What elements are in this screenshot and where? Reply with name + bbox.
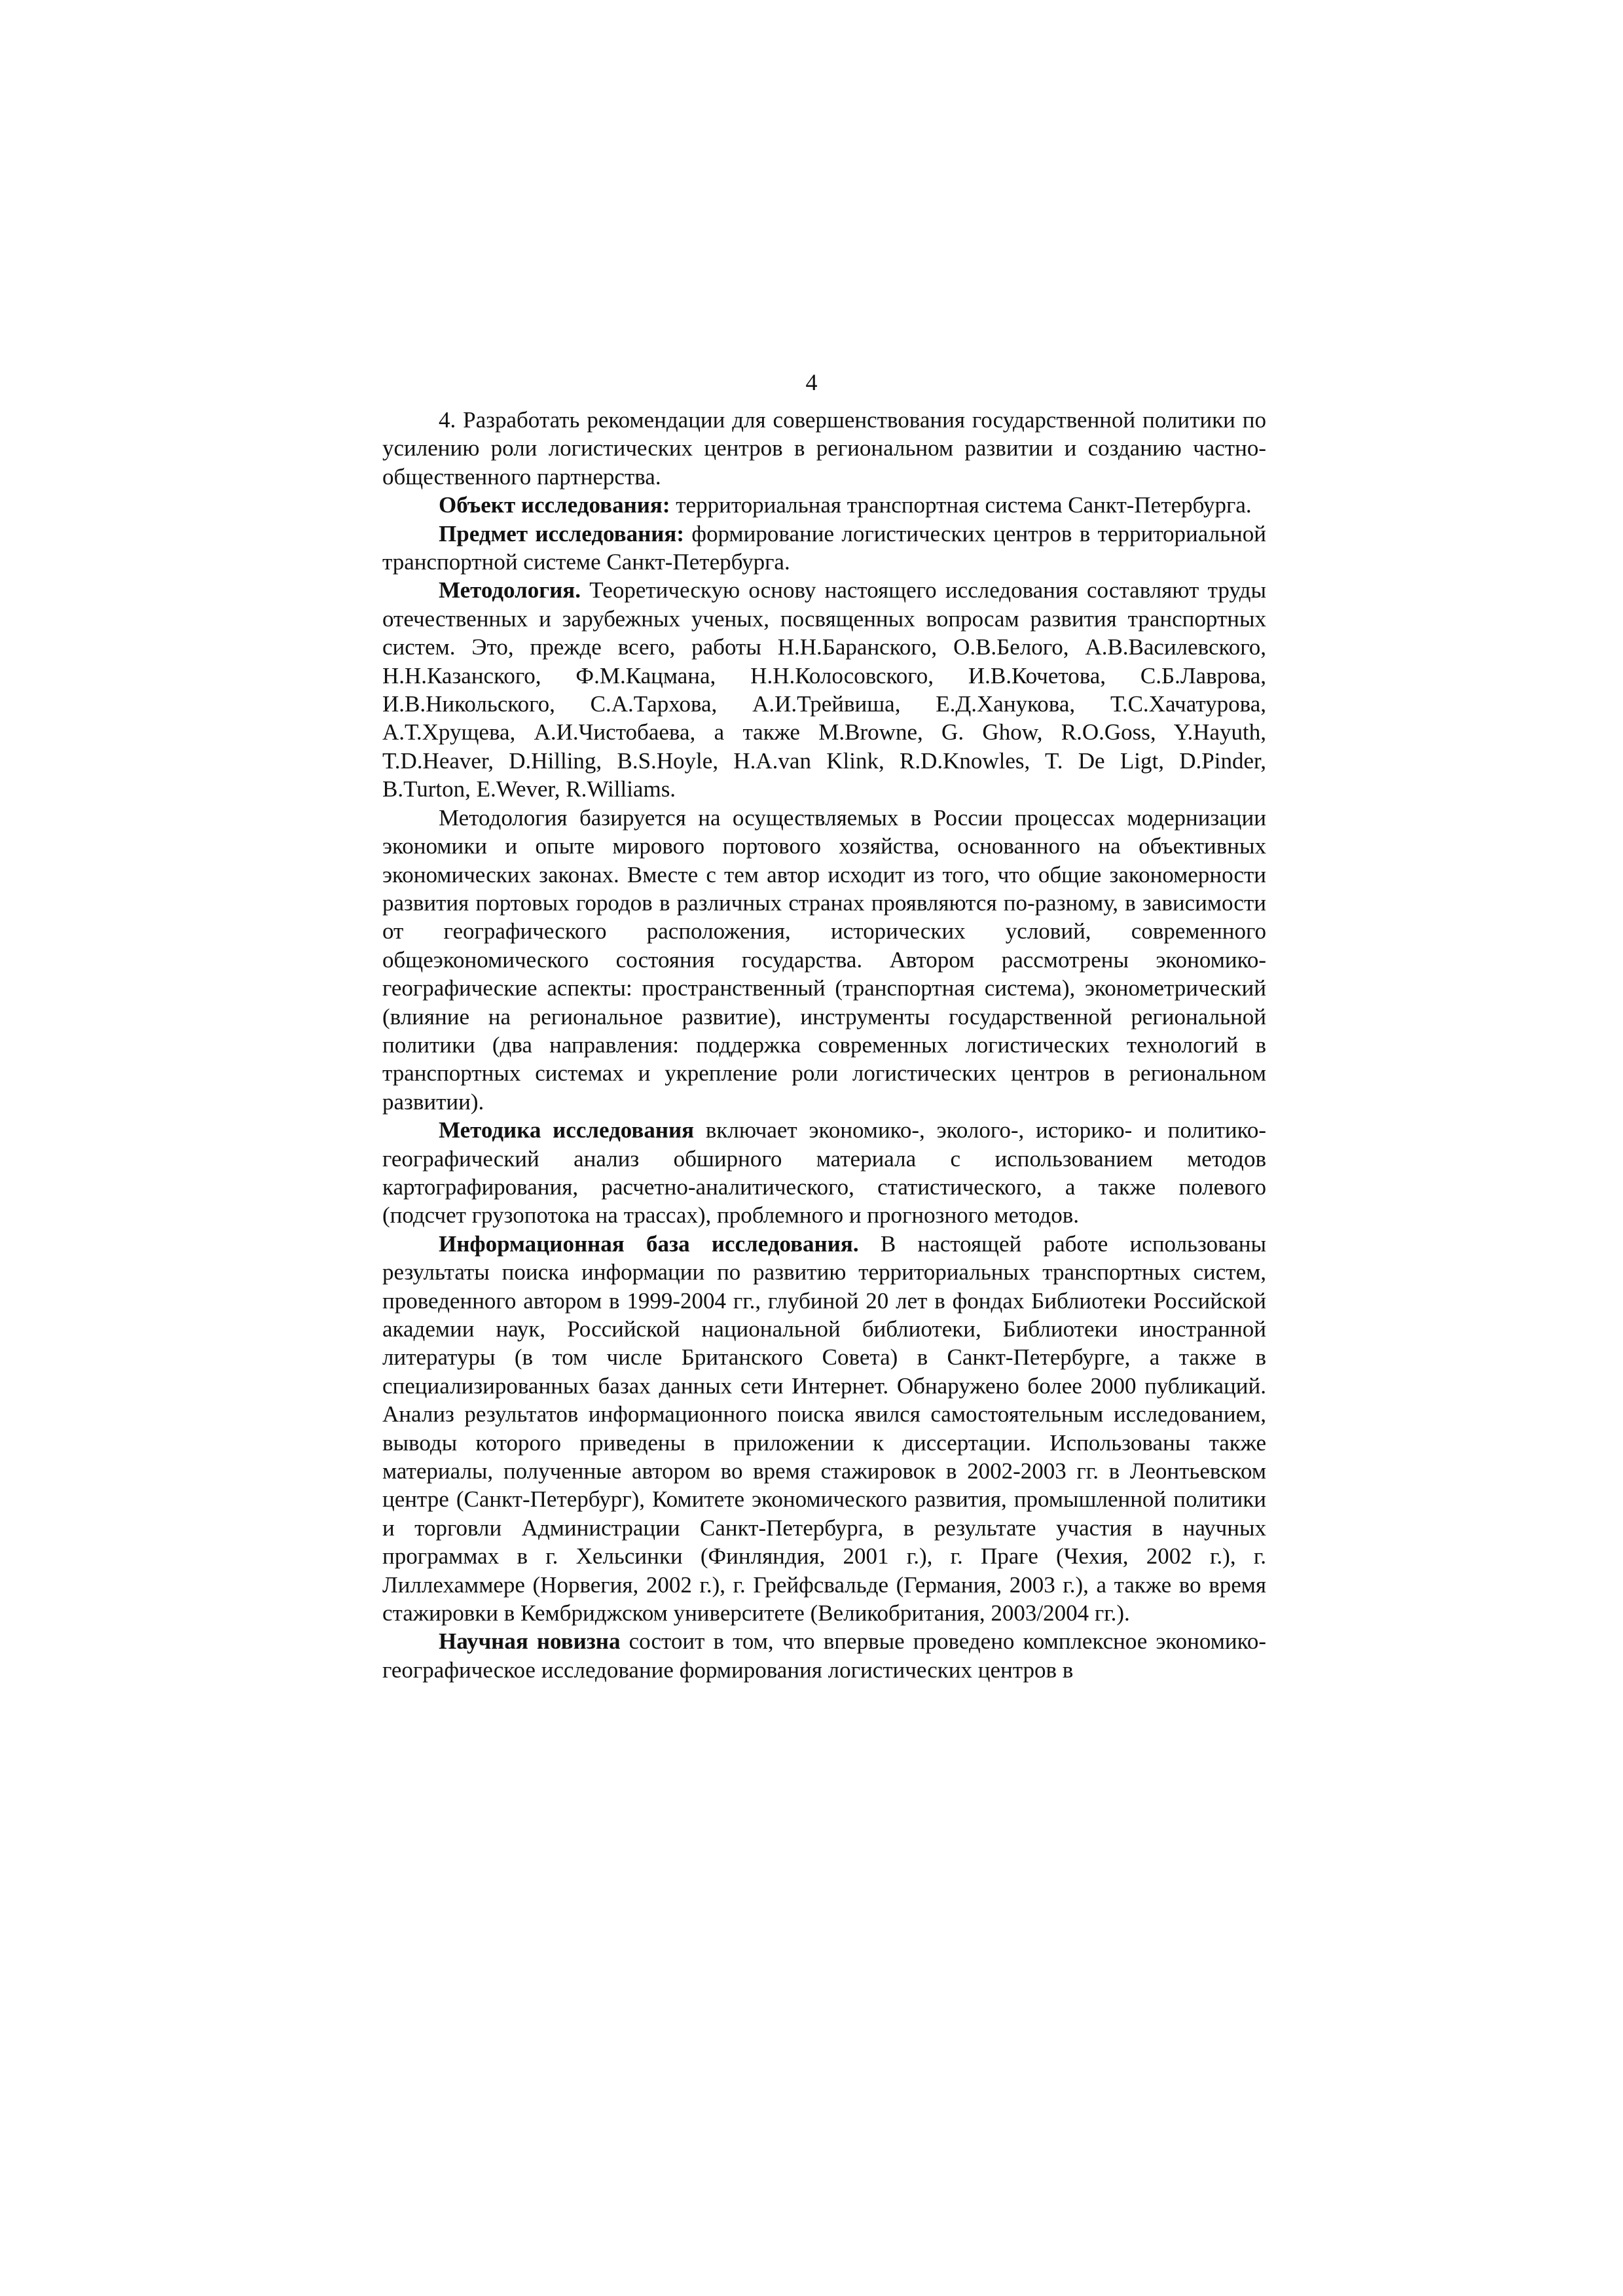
paragraph-heading: Методология. (439, 577, 581, 603)
paragraph-heading: Научная новизна (439, 1628, 621, 1655)
paragraph-heading: Объект исследования: (439, 492, 670, 518)
paragraph-research-object (382, 491, 1266, 519)
paragraph-scientific-novelty (382, 1627, 1266, 1684)
paragraph-methodology (382, 576, 1266, 803)
paragraph-research-subject (382, 520, 1266, 577)
page-number: 4 (805, 369, 818, 395)
paragraph-text: состоит в том, что впервые проведено комплексное экономико-географическое исследование формирования логистических центров в (382, 1628, 1266, 1683)
paragraph-task-4 (382, 406, 1266, 491)
paragraph-text: включает экономико-, эколого-, историко- и политико-географический анализ обширного материала с использованием методов картографирования, расчетно-аналитического, статистического, а также полевого (подсчет грузопотока на трассах), проблемного и прогнозного методов. (382, 1117, 1266, 1229)
paragraph-research-method (382, 1116, 1266, 1230)
paragraph-text: 4. Разработать рекомендации для совершенствования государственной политики по усилению роли логистических центров в региональном развитии и созданию частно-общественного партнерства. (382, 407, 1266, 490)
paragraph-text: Методология базируется на осуществляемых в России процессах модернизации экономики и опыте мирового портового хозяйства, основанного на объективных экономических законах. Вместе с тем автор исходит из того, что общие закономерности развития портовых городов в различных странах проявляются по-разному, в зависимости от географического расположения, исторических условий, современного общеэкономического состояния государства. Автором рассмотрены экономико-географические аспекты: пространственный (транспортная система), эконометрический (влияние на региональное развитие), инструменты государственной региональной политики (два направления: поддержка современных логистических технологий в транспортных системах и укрепление роли логистических центров в региональном развитии). (382, 804, 1266, 1115)
body-text (382, 406, 1266, 1684)
paragraph-text: В настоящей работе использованы результаты поиска информации по развитию территориальных транспортных систем, проведенного автором в 1999-2004 гг., глубиной 20 лет в фондах Библиотеки Российской академии наук, Российской национальной библиотеки, Библиотеки иностранной литературы (в том числе Британского Совета) в Санкт-Петербурге, а также в специализированных базах данных сети Интернет. Обнаружено более 2000 публикаций. Анализ результатов информационного поиска явился самостоятельным исследованием, выводы которого приведены в приложении к диссертации. Использованы также материалы, полученные автором во время стажировок в 2002-2003 гг. в Леонтьевском центре (Санкт-Петербург), Комитете экономического развития, промышленной политики и торговли Администрации Санкт-Петербурга, в результате участия в научных программах в г. Хельсинки (Финляндия, 2001 г.), г. Праге (Чехия, 2002 г.), г. Лиллехаммере (Норвегия, 2002 г.), г. Грейфсвальде (Германия, 2003 г.), а также во время стажировки в Кембриджском университете (Великобритания, 2003/2004 гг.). (382, 1230, 1266, 1626)
paragraph-text: формирование логистических центров в территориальной транспортной системе Санкт-Петербурга. (382, 520, 1267, 575)
paragraph-information-base (382, 1230, 1266, 1628)
paragraph-methodology-basis (382, 804, 1266, 1116)
paragraph-heading: Методика исследования (439, 1117, 695, 1143)
paragraph-heading: Предмет исследования: (439, 520, 685, 547)
paragraph-text: территориальная транспортная система Санкт-Петербурга. (670, 492, 1252, 518)
paragraph-text: Теоретическую основу настоящего исследования составляют труды отечественных и зарубежных ученых, посвященных вопросам развития транспортных систем. Это, прежде всего, работы Н.Н.Баранского, О.В.Белого, А.В.Василевского, Н.Н.Казанского, Ф.М.Кацмана, Н.Н.Колосовского, И.В.Кочетова, С.Б.Лаврова, И.В.Никольского, С.А.Тархова, А.И.Трейвиша, Е.Д.Ханукова, Т.С.Хачатурова, А.Т.Хрущева, А.И.Чистобаева, а также M.Browne, G. Ghow, R.O.Goss, Y.Hayuth, T.D.Heaver, D.Hilling, B.S.Hoyle, H.A.van Klink, R.D.Knowles, T. De Ligt, D.Pinder, B.Turton, E.Wever, R.Williams. (382, 577, 1266, 802)
paragraph-heading: Информационная база исследования. (439, 1230, 859, 1257)
